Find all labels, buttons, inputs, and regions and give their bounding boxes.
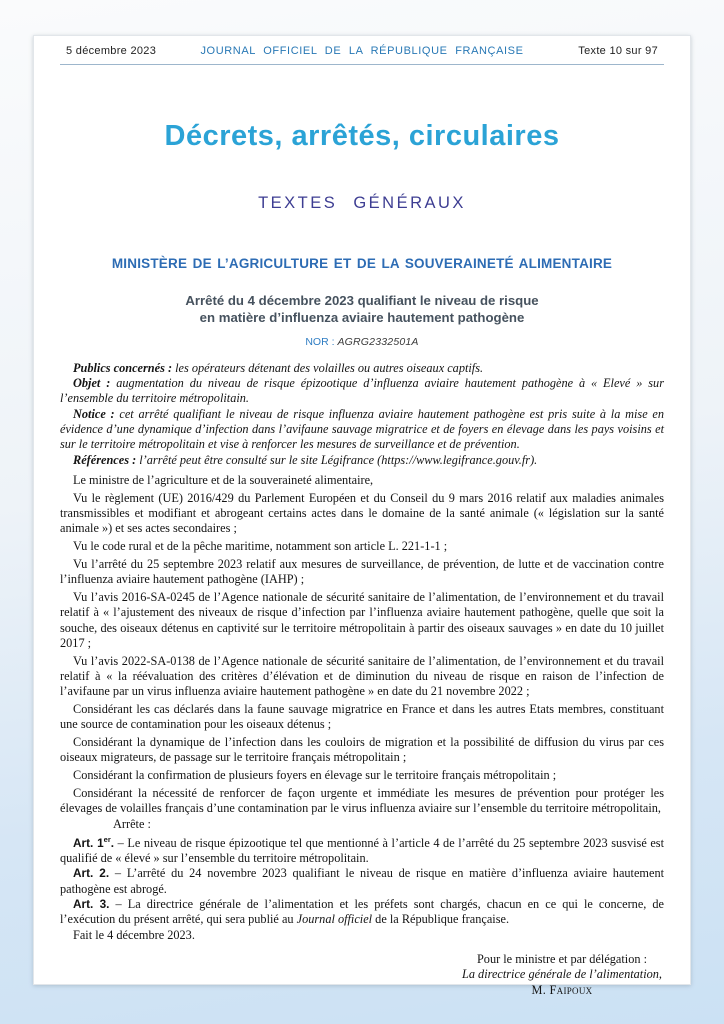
article-1-number: Art. 1er.: [73, 834, 115, 850]
summary-objet: Objet : augmentation du niveau de risque épizootique d’influenza aviaire hautement pathogène à « Elevé » sur l’ensemble du territoire métropolitain.: [60, 376, 664, 406]
main-title: Décrets, arrêtés, circulaires: [164, 120, 560, 152]
recital-considerant-dynamique: Considérant la dynamique de l’infection dans les couloirs de migration et la possibilité de diffusion du virus par ces oiseaux migrateurs, de passage sur le territoire français métropolitain ;: [60, 735, 664, 765]
article-3-number: Art. 3.: [73, 897, 110, 912]
journal-officiel-italic: Journal officiel: [296, 912, 373, 927]
date-line: Fait le 4 décembre 2023.: [73, 927, 195, 942]
article-3: Art. 3. – La directrice générale de l’alimentation et les préfets sont chargés, chacun en ce qui le concerne, de l’exécution du présent arrêté, qui sera publié au Journal officiel de la République française.: [60, 897, 665, 927]
article-2: Art. 2. – L’arrêté du 24 novembre 2023 qualifiant le niveau de risque en matière d’influenza aviaire hautement pathogène est abrogé.: [60, 866, 665, 896]
recital-vu-reglement-ue: Vu le règlement (UE) 2016/429 du Parlement Européen et du Conseil du 9 mars 2016 relatif aux maladies animales transmissibles et modifiant et abrogeant certains actes dans le domaine de la santé animale (« législation sur la santé animale ») et ses actes secondaires ;: [60, 490, 664, 536]
signature-name: M. Faipoux: [531, 982, 593, 997]
recital-minister: Le ministre de l’agriculture et de la souveraineté alimentaire,: [73, 472, 374, 487]
enacting-formula: Arrête :: [113, 816, 151, 831]
recital-vu-code-rural: Vu le code rural et de la pêche maritime, notamment son article L. 221-1-1 ;: [73, 539, 448, 554]
journal-title: JOURNAL OFFICIEL DE LA RÉPUBLIQUE FRANÇAISE: [200, 45, 524, 57]
summary-references: Références : l’arrêté peut être consulté sur le site Légifrance (https://www.legifrance.gouv.fr).: [73, 452, 538, 467]
recitals-block: [60, 473, 664, 817]
signature-block: [60, 952, 664, 999]
recital-considerant-necessite: Considérant la nécessité de renforcer de façon urgente et immédiate les mesures de prévention pour protéger les élevages de volailles français d’une contamination par le virus influenza aviaire sur l’ensemble du territoire métropolitain,: [60, 786, 664, 816]
recital-vu-avis-2016: Vu l’avis 2016-SA-0245 de l’Agence nationale de sécurité sanitaire de l’alimentation, de l’environnement et du travail relatif à « l’ajustement des niveaux de risque d’infection par l’influenza aviaire hautement pathogène, quelle que soit la souche, des oiseaux détenus en captivité sur le territoire métropolitain à partir des oiseaux sauvages » en date du 10 juillet 2017 ;: [60, 590, 664, 650]
summary-block: [60, 361, 664, 468]
signature-delegation: Pour le ministre et par délégation :: [476, 951, 648, 966]
summary-publics-concernes: Publics concernés : les opérateurs détenant des volailles ou autres oiseaux captifs.: [73, 360, 484, 375]
nor-value: AGRG2332501A: [337, 335, 419, 348]
journal-page: [33, 35, 691, 997]
summary-notice: Notice : cet arrêté qualifiant le niveau de risque influenza aviaire hautement pathogène est pris suite à la mise en évidence d’une dynamique d’infection dans l’avifaune sauvage migratrice et de foyers en élevage dans les pays voisins et sur le territoire métropolitain et vise à renforcer les mesures de surveillance et de prévention.: [60, 406, 664, 452]
page-header: [60, 36, 664, 65]
nor-label: NOR :: [305, 335, 335, 348]
article-1: Art. 1er. – Le niveau de risque épizootique tel que mentionné à l’article 4 de l’arrêté du 25 septembre 2023 susvisé est qualifié de « élevé » sur l’ensemble du territoire métropolitain.: [60, 834, 664, 866]
recital-considerant-cas: Considérant les cas déclarés dans la faune sauvage migratrice en France et dans les autres Etats membres, constituant une source de contamination pour les oiseaux détenus ;: [60, 702, 664, 732]
nor-line: [60, 336, 664, 348]
article-2-number: Art. 2.: [73, 866, 110, 881]
recital-considerant-confirmation: Considérant la confirmation de plusieurs foyers en élevage sur le territoire français métropolitain ;: [73, 768, 557, 783]
decree-title: [60, 292, 664, 327]
recital-vu-avis-2022: Vu l’avis 2022-SA-0138 de l’Agence nationale de sécurité sanitaire de l’alimentation, de l’environnement et du travail relatif à « la réévaluation des critères d’élévation et de diminution du niveau de risque en raison de l’infection de l’avifaune par un virus influenza aviaire hautement pathogène » en date du 21 novembre 2022 ;: [60, 653, 664, 699]
decree-title-line1: Arrêté du 4 décembre 2023 qualifiant le niveau de risque: [185, 293, 539, 308]
header-text-number: Texte 10 sur 97: [578, 45, 659, 57]
header-date: 5 décembre 2023: [66, 45, 157, 57]
section-title: TEXTES GÉNÉRAUX: [258, 194, 466, 212]
recital-vu-arrete-sept-2023: Vu l’arrêté du 25 septembre 2023 relatif aux mesures de surveillance, de prévention, de lutte et de vaccination contre l’influenza aviaire hautement pathogène (IAHP) ;: [60, 556, 664, 587]
ministry-heading: MINISTÈRE DE L’AGRICULTURE ET DE LA SOUVERAINETÉ ALIMENTAIRE: [111, 256, 613, 271]
decree-title-line2: en matière d’influenza aviaire hautement pathogène: [199, 310, 525, 326]
signature-role: La directrice générale de l’alimentation,: [461, 967, 662, 982]
